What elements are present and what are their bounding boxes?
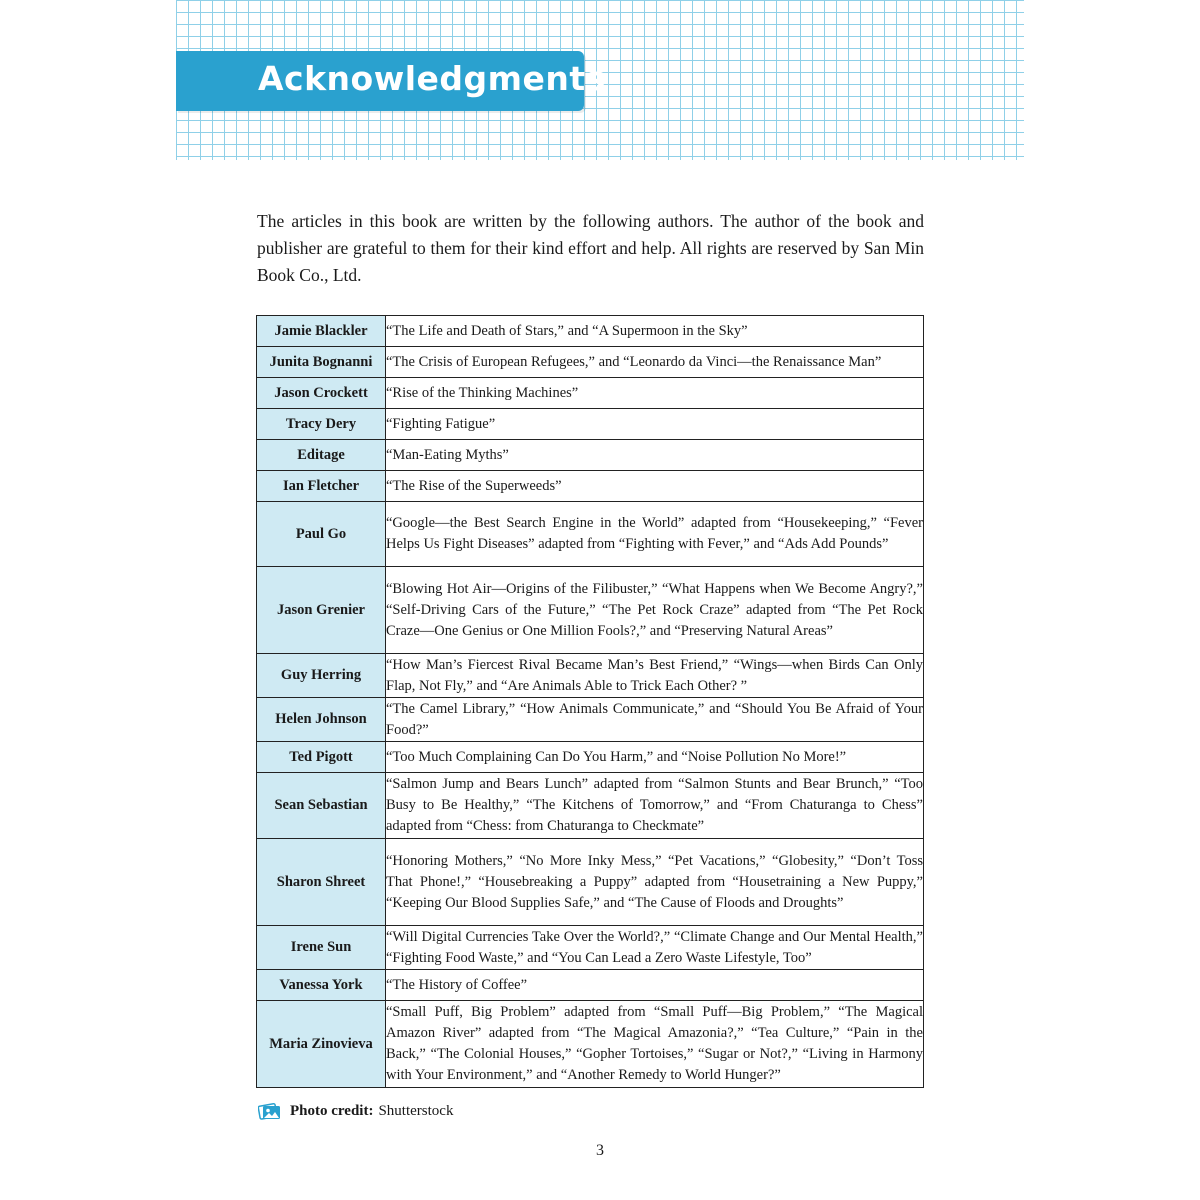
author-articles: “The Crisis of European Refugees,” and “Leonardo da Vinci—the Renaissance Man” [386,347,924,378]
author-name: Sharon Shreet [257,839,386,926]
table-row [257,471,924,502]
author-articles: “Too Much Complaining Can Do You Harm,” and “Noise Pollution No More!” [386,742,924,773]
author-name: Irene Sun [257,926,386,970]
author-name: Jamie Blackler [257,316,386,347]
table-row [257,502,924,567]
author-name: Ian Fletcher [257,471,386,502]
author-articles: “Blowing Hot Air—Origins of the Filibuster,” “What Happens when We Become Angry?,” “Self-Driving Cars of the Future,” “The Pet Rock Craze” adapted from “The Pet Rock Craze—One Genius or One Million Fools?,” and “Preserving Natural Areas” [386,567,924,654]
author-articles: “The Life and Death of Stars,” and “A Supermoon in the Sky” [386,316,924,347]
page-number: 3 [596,1142,604,1159]
author-name: Guy Herring [257,654,386,698]
table-row [257,347,924,378]
author-name: Sean Sebastian [257,773,386,839]
table-row [257,839,924,926]
photo-icon [258,1101,282,1121]
table-row [257,970,924,1001]
table-row [257,1001,924,1088]
author-name: Tracy Dery [257,409,386,440]
authors-table [256,315,924,1088]
table-row [257,698,924,742]
author-name: Maria Zinovieva [257,1001,386,1088]
table-row [257,926,924,970]
table-row [257,654,924,698]
table-row [257,567,924,654]
table-row [257,773,924,839]
table-row [257,742,924,773]
author-articles: “Fighting Fatigue” [386,409,924,440]
author-articles: “Small Puff, Big Problem” adapted from “Small Puff—Big Problem,” “The Magical Amazon River” adapted from “The Magical Amazonia?,” “Tea Culture,” “Pain in the Back,” “The Colonial Houses,” “Gopher Tortoises,” “Sugar or Not?,” “Living in Harmony with Your Environment,” and “Another Remedy to World Hunger?” [386,1001,924,1088]
author-name: Paul Go [257,502,386,567]
author-articles: “The Rise of the Superweeds” [386,471,924,502]
author-name: Junita Bognanni [257,347,386,378]
author-articles: “Google—the Best Search Engine in the World” adapted from “Housekeeping,” “Fever Helps Us Fight Diseases” adapted from “Fighting with Fever,” and “Ads Add Pounds” [386,502,924,567]
author-name: Ted Pigott [257,742,386,773]
photo-credit-value: Shutterstock [378,1102,454,1119]
photo-credit-label: Photo credit: [290,1102,374,1119]
author-articles: “How Man’s Fiercest Rival Became Man’s Best Friend,” “Wings—when Birds Can Only Flap, Not Fly,” and “Are Animals Able to Trick Each Other? ” [386,654,924,698]
author-name: Jason Grenier [257,567,386,654]
table-row [257,378,924,409]
author-name: Editage [257,440,386,471]
author-articles: “Salmon Jump and Bears Lunch” adapted from “Salmon Stunts and Bear Brunch,” “Too Busy to Be Healthy,” “The Kitchens of Tomorrow,” and “From Chaturanga to Chess” adapted from “Chess: from Chaturanga to Checkmate” [386,773,924,839]
table-row [257,440,924,471]
photo-credit [258,1101,453,1121]
author-articles: “The History of Coffee” [386,970,924,1001]
author-articles: “Rise of the Thinking Machines” [386,378,924,409]
author-articles: “Honoring Mothers,” “No More Inky Mess,” “Pet Vacations,” “Globesity,” “Don’t Toss That Phone!,” “Housebreaking a Puppy” adapted from “Housetraining a New Puppy,” “Keeping Our Blood Supplies Safe,” and “The Cause of Floods and Droughts” [386,839,924,926]
author-name: Jason Crockett [257,378,386,409]
intro-paragraph: The articles in this book are written by the following authors. The author of the book and publisher are grateful to them for their kind effort and help. All rights are reserved by San Min Book Co., Ltd. [257,211,924,285]
author-articles: “The Camel Library,” “How Animals Communicate,” and “Should You Be Afraid of Your Food?” [386,698,924,742]
table-row [257,316,924,347]
author-articles: “Will Digital Currencies Take Over the World?,” “Climate Change and Our Mental Health,” “Fighting Food Waste,” and “You Can Lead a Zero Waste Lifestyle, Too” [386,926,924,970]
table-row [257,409,924,440]
author-articles: “Man-Eating Myths” [386,440,924,471]
title-banner [176,51,606,111]
page-title: Acknowledgments [258,59,606,98]
author-name: Helen Johnson [257,698,386,742]
author-name: Vanessa York [257,970,386,1001]
